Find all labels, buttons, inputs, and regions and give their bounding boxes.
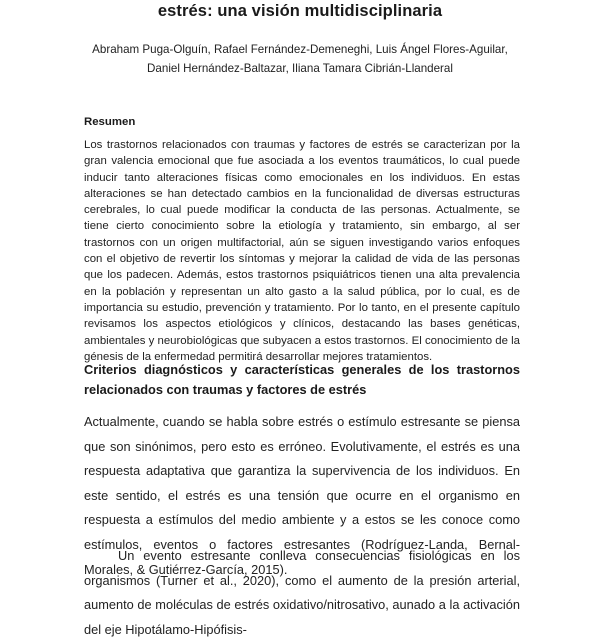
author-list: Abraham Puga-Olguín, Rafael Fernández-Demeneghi, Luis Ángel Flores-Aguilar, Daniel Hernández-Baltazar, Iliana Tamara Cibrián-Llanderal bbox=[92, 43, 508, 75]
body-paragraph-1: Actualmente, cuando se habla sobre estrés o estímulo estresante se piensa que son sinónimos, pero esto es erróneo. Evolutivamente, el estrés es una respuesta adaptativa que garantiza la supervivencia de los individuos. En este sentido, el estrés es una tensión que ocurre en el organismo en respuesta a estímulos del medio ambiente y a estos se les conoce como estímulos, eventos o factores estresantes (Rodríguez-Landa, Bernal-Morales, & Gutiérrez-García, 2015). bbox=[84, 414, 520, 577]
abstract-heading: Resumen bbox=[84, 116, 136, 128]
section-heading: Criterios diagnósticos y características generales de los trastornos relacionados con traumas y factores de estrés bbox=[84, 362, 520, 397]
chapter-title: estrés: una visión multidisciplinaria bbox=[157, 2, 443, 20]
abstract-text: Los trastornos relacionados con traumas y factores de estrés se caracterizan por la gran valencia emocional que fue asociada a los eventos traumáticos, lo cual puede inducir tanto alteraciones físicas como emocionales en los individuos. En estas alteraciones se han detectado cambios en la funcionalidad de diversas estructuras cerebrales, lo cual puede modificar la conducta de las personas. Actualmente, se tiene cierto conocimiento sobre la etiología y tratamiento, sin embargo, al ser trastornos con un origen multifactorial, aún se siguen investigando varios enfoques con el objetivo de revertir los síntomas y mejorar la calidad de vida de las personas que los padecen. Además, estos trastornos psiquiátricos tienen una alta prevalencia en la población y representan un alto gasto a la salud pública, por lo cual, es de importancia su estudio, prevención y tratamiento. Por lo tanto, en el presente capítulo revisamos los aspectos etiológicos y clínicos, destacando las bases genéticas, ambientales y neurobiológicas que subyacen a estos trastornos. El conocimiento de la génesis de la enfermedad permitirá desarrollar mejores tratamientos. bbox=[84, 139, 520, 363]
body-paragraph-2: Un evento estresante conlleva consecuencias fisiológicas en los organismos (Turner et al., 2020), como el aumento de la presión arterial, aumento de moléculas de estrés oxidativo/nitrosativo, aunado a la activación del eje Hipotálamo-Hipófisis- bbox=[84, 548, 520, 637]
